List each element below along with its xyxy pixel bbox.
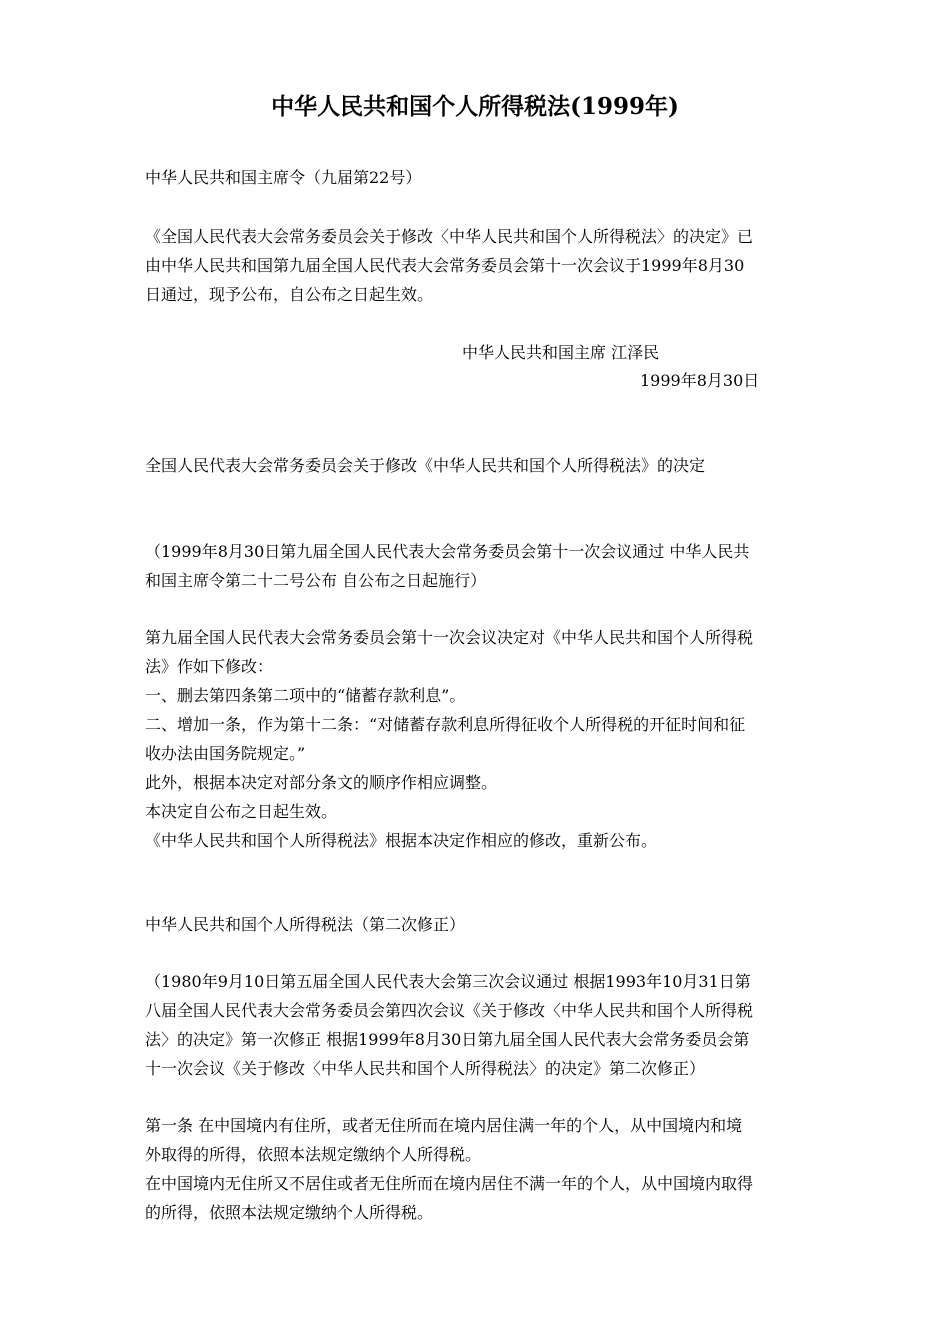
text-line: 二、增加一条，作为第十二条：“对储蓄存款利息所得征收个人所得税的开征时间和征 bbox=[145, 715, 746, 734]
text-line: （1980年9月10日第五届全国人民代表大会第三次会议通过 根据1993年10月31日第 bbox=[145, 972, 751, 991]
text-line: 第一条 在中国境内有住所，或者无住所而在境内居住满一年的个人，从中国境内和境 bbox=[145, 1116, 743, 1135]
article-one bbox=[145, 1111, 880, 1227]
announcement-paragraph bbox=[145, 222, 880, 309]
text-line: 《全国人民代表大会常务委员会关于修改〈中华人民共和国个人所得税法〉的决定》已 bbox=[145, 227, 754, 246]
text-line: （1999年8月30日第九届全国人民代表大会常务委员会第十一次会议通过 中华人民共 bbox=[145, 542, 750, 561]
text-line: 《中华人民共和国个人所得税法》根据本决定作相应的修改，重新公布。 bbox=[145, 831, 658, 850]
text-line: 一、删去第四条第二项中的“储蓄存款利息”。 bbox=[145, 686, 466, 705]
law-title: 中华人民共和国个人所得税法（第二次修正） bbox=[145, 915, 466, 934]
text-line: 第九届全国人民代表大会常务委员会第十一次会议决定对《中华人民共和国个人所得税 bbox=[145, 628, 754, 647]
text-line: 的所得，依照本法规定缴纳个人所得税。 bbox=[145, 1203, 434, 1222]
text-line: 外取得的所得，依照本法规定缴纳个人所得税。 bbox=[145, 1145, 482, 1164]
document-title: 中华人民共和国个人所得税法(1999年) bbox=[271, 93, 679, 120]
text-line: 由中华人民共和国第九届全国人民代表大会常务委员会第十一次会议于1999年8月30 bbox=[145, 256, 745, 275]
text-line: 本决定自公布之日起生效。 bbox=[145, 802, 338, 821]
text-line: 法》作如下修改： bbox=[145, 657, 274, 676]
text-line: 日通过，现予公布，自公布之日起生效。 bbox=[145, 285, 434, 304]
decision-body bbox=[145, 623, 880, 855]
signature-date: 1999年8月30日 bbox=[640, 371, 760, 390]
text-line: 和国主席令第二十二号公布 自公布之日起施行） bbox=[145, 571, 487, 590]
text-line: 十一次会议《关于修改〈中华人民共和国个人所得税法〉的决定》第二次修正） bbox=[145, 1059, 706, 1078]
text-line: 在中国境内无住所又不居住或者无住所而在境内居住不满一年的个人，从中国境内取得 bbox=[145, 1174, 754, 1193]
text-line: 法〉的决定》第一次修正 根据1999年8月30日第九届全国人民代表大会常务委员会第 bbox=[145, 1030, 750, 1049]
decision-title: 全国人民代表大会常务委员会关于修改《中华人民共和国个人所得税法》的决定 bbox=[145, 456, 706, 475]
decision-note bbox=[145, 537, 880, 595]
law-revision-note bbox=[145, 967, 880, 1083]
presidential-order-number: 中华人民共和国主席令（九届第22号） bbox=[145, 168, 422, 187]
text-line: 此外，根据本决定对部分条文的顺序作相应调整。 bbox=[145, 773, 498, 792]
text-line: 收办法由国务院规定。” bbox=[145, 744, 306, 763]
text-line: 八届全国人民代表大会常务委员会第四次会议《关于修改〈中华人民共和国个人所得税 bbox=[145, 1001, 754, 1020]
signature-president: 中华人民共和国主席 江泽民 bbox=[462, 343, 660, 362]
